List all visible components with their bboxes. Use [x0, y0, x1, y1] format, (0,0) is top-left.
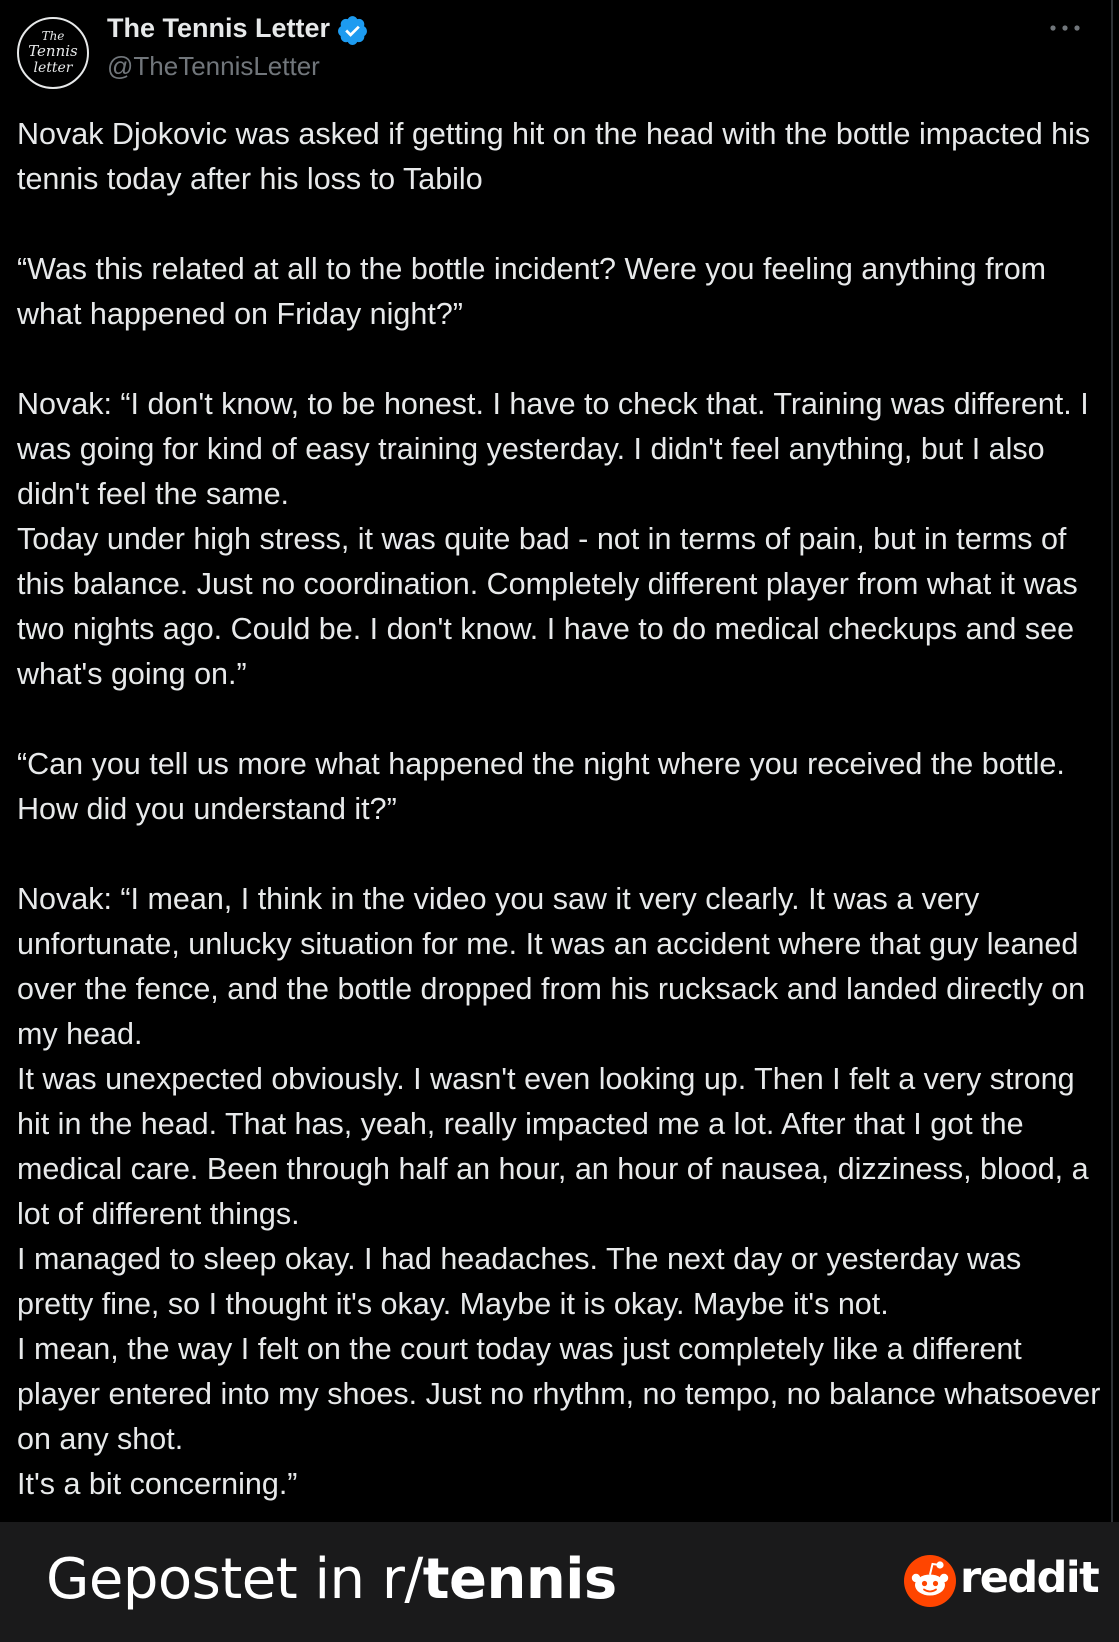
- reddit-snoo-icon: [904, 1555, 956, 1607]
- reddit-brand[interactable]: [904, 1553, 1099, 1609]
- tweet-paragraph: Novak: “I mean, I think in the video you saw it very clearly. It was a very unfortunate, unlucky situation for me. It was an accident where that guy leaned over the fence, and the bottle dropped from his rucksack and landed directly on my head. It was unexpected obviously. I wasn't even looking up. Then I felt a very strong hit in the head. That has, yeah, really impacted me a lot. After that I got the medical care. Been through half an hour, an hour of nausea, dizziness, blood, a lot of different things. I managed to sleep okay. I had headaches. The next day or yesterday was pretty fine, so I thought it's okay. Maybe it is okay. Maybe it's not. I mean, the way I felt on the court today was just completely like a different player entered into my shoes. Just no rhythm, no tempo, no balance whatsoever on any shot. It's a bit concerning.”: [17, 882, 1101, 1501]
- avatar-logo-icon: [19, 19, 87, 87]
- svg-text:letter: letter: [33, 60, 73, 76]
- tweet-paragraph: Novak Djokovic was asked if getting hit on the head with the bottle impacted his tennis today after his loss to Tabilo: [17, 117, 1099, 196]
- ellipsis-icon[interactable]: [1048, 22, 1082, 34]
- tweet-paragraph: “Was this related at all to the bottle incident? Were you feeling anything from what happened on Friday night?”: [17, 252, 1055, 331]
- verified-badge-icon: [336, 14, 369, 47]
- subreddit-name[interactable]: tennis: [422, 1547, 617, 1612]
- tweet-paragraph: Novak: “I don't know, to be honest. I have to check that. Training was different. I was going for kind of easy training yesterday. I didn't feel anything, but I also didn't feel the same. Today under high stress, it was quite bad - not in terms of pain, but in terms of this balance. Just no coordination. Completely different player from what it was two nights ago. Could be. I don't know. I have to do medical checkups and see what's going on.”: [17, 387, 1089, 691]
- tweet-paragraph: “Can you tell us more what happened the night where you received the bottle. How did you understand it?”: [17, 747, 1074, 826]
- svg-text:Tennis: Tennis: [28, 42, 78, 60]
- svg-text:The: The: [41, 29, 65, 43]
- author-avatar[interactable]: [17, 17, 89, 89]
- posted-in-prefix: Gepostet in r/: [46, 1547, 423, 1612]
- posted-in-label: [46, 1547, 617, 1612]
- tweet-text: [17, 112, 1101, 1507]
- divider: [1111, 0, 1113, 1522]
- reddit-footer: [0, 1522, 1119, 1642]
- author-handle[interactable]: @TheTennisLetter: [107, 51, 320, 81]
- author-display-name[interactable]: The Tennis Letter: [107, 13, 331, 43]
- reddit-wordmark: reddit: [960, 1553, 1099, 1603]
